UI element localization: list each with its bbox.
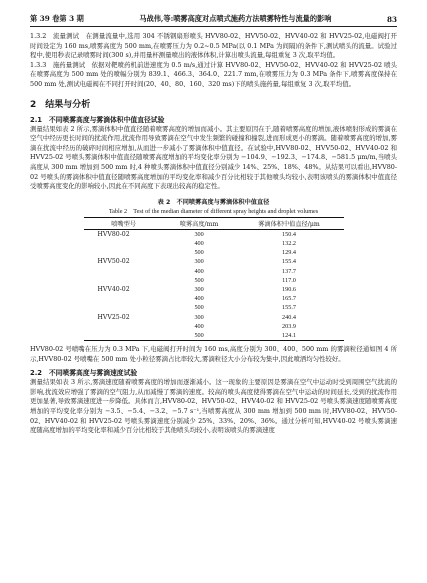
nozzle-model-cell: HVV80-02 <box>97 230 130 238</box>
droplet-diameter-cell: 124.1 <box>235 331 344 341</box>
droplet-diameter-cell: 129.4 <box>282 249 296 257</box>
column-header: 雾滴体积中值直径/μm <box>235 217 344 229</box>
spray-height-cell: 300 <box>194 258 204 266</box>
paragraph-droplet-velocity: 测量结果如表 3 所示,雾滴速度随着喷雾高度的增加而逐渐减小。这一现象的主要原因是雾滴在空气中运动时受到周围空气扰流的影响,扰流效应增强了雾滴的空气阻力,从而减慢了雾滴的速度。较高的喷头高度使得雾滴在空气中运动的时间延长,受到的扰流作用更加显著,导致雾滴速度进一步降低。具体而言,HVV80-02、HVV50-02、HVV40-02 和 HVV25-02 号喷头雾滴速度随喷雾高度增加的平均变化率分别为 −3.5、−5.4、−3.2、−5.7 s⁻¹,当喷雾高度从 300 mm 增加到 500 mm 时,HVV80-02、HVV50-02、HVV40-02 和 HVV25-02 号喷头雾滴速度分别减少 25%、33%、20%、36%。通过分析可知,HVV40-02 号喷头雾滴速度随高度增加的平均变化率和减少百分比相较于其他喷头均较小,表明该喷头的雾滴速度 <box>30 378 397 435</box>
nozzle-model-cell <box>84 331 164 341</box>
droplet-diameter-cell: 150.4 <box>282 230 296 238</box>
spray-height-cell: 300 <box>194 313 204 321</box>
spray-height-cell: 500 <box>164 331 235 341</box>
running-header <box>30 8 397 27</box>
spray-height-cell: 400 <box>194 240 204 247</box>
droplet-diameter-cell: 132.2 <box>282 240 296 247</box>
column-header: 喷雾高度/mm <box>164 217 235 229</box>
nozzle-model-cell <box>84 239 164 248</box>
column-header: 喷嘴型号 <box>84 217 164 229</box>
nozzle-model-cell <box>84 276 164 285</box>
nozzle-model-cell <box>84 266 164 275</box>
table-row <box>84 322 344 331</box>
spray-height-cell: 400 <box>194 267 204 275</box>
paragraph-dose-test: 1.3.3 施药量测试 依据对靶喷药机前进速度为 0.5 m/s,通过计算 HVV80-02、HVV50-02、HVV40-02 和 HVV25-02 喷头在喷雾高度为 500 mm 处的喷幅分别为 839.1、466.3、364.0、221.7 mm,在喷雾压力为 0.3 MPa 条件下,喷雾高度保持在 500 mm 处,测试电磁阀在不同打开时间(20、40、80、160、320 ms)下的喷头施药量,每组重复 3 次,取平均值。 <box>30 60 397 88</box>
table-row <box>84 312 344 321</box>
journal-issue: 第 39 卷第 3 期 <box>30 14 84 23</box>
droplet-diameter-cell: 240.4 <box>282 313 296 321</box>
droplet-diameter-cell: 155.4 <box>282 258 296 266</box>
spray-height-cell: 300 <box>194 230 204 238</box>
droplet-diameter-cell: 137.7 <box>282 267 296 275</box>
nozzle-model-cell: HVV25-02 <box>97 313 130 321</box>
table-row <box>84 294 344 303</box>
spray-height-cell: 300 <box>194 285 204 293</box>
table-caption-en: Table 2 Test of the median diameter of different spray heights and droplet volumes <box>108 207 319 215</box>
table-row <box>84 266 344 275</box>
droplet-diameter-cell: 155.7 <box>282 304 296 312</box>
table-caption-cn: 表 2 不同喷雾高度与雾滴体积中值直径 <box>157 198 270 206</box>
droplet-diameter-cell: 203.9 <box>282 322 296 330</box>
data-table <box>84 217 344 341</box>
paragraph-figure-ref: HVV80-02 号喷嘴在压力为 0.3 MPa 下,电磁阀打开时间为 160 ms,高度分别为 300、400、500 mm 的雾滴粒径通如图 4 所示,HVV80-02 号喷嘴在 500 mm 处小粒径雾滴占比率较大,雾滴粒径大小分布较为集中,因此喷洒均匀性较好。 <box>30 344 397 363</box>
table-row <box>84 285 344 294</box>
spray-height-cell: 400 <box>194 322 204 330</box>
spray-height-cell: 400 <box>194 295 204 303</box>
nozzle-model-cell <box>84 294 164 303</box>
nozzle-model-cell <box>84 322 164 331</box>
table-row <box>84 303 344 312</box>
table-row <box>84 239 344 248</box>
nozzle-model-cell <box>84 248 164 257</box>
nozzle-model-cell: HVV50-02 <box>97 258 130 266</box>
table-header-row <box>84 217 344 229</box>
droplet-diameter-cell: 117.0 <box>282 276 296 284</box>
running-title: 马战伟,等:喷雾高度对点喷式施药方法喷雾特性与流量的影响 <box>139 14 332 23</box>
table-row <box>84 331 344 341</box>
paragraph-flow-test: 1.3.2 流量测试 在测量流量中,选用 304 不锈钢扇形喷头 HVV80-02、HVV50-02、HVV40-02 和 HVV25-02,电磁阀打开时间设定为 160 ms,喷雾高度为 500 mm,在喷雾压力为 0.2~0.5 MPa(以 0.1 MPa 为间隔)的条件下,测试喷头的流量。试验过程中,使用秒表记录喷雾时间(300 s),并用量杯测量喷出的液体体积,计算出喷头流量,每组重复 3 次,取平均值。 <box>30 32 397 60</box>
page-number: 83 <box>386 15 397 24</box>
paragraph-droplet-diameter: 测量结果如表 2 所示,雾滴体积中值直径随着喷雾高度的增加而减小。其主要原因在于,随着喷雾高度的增加,液体喷射形成的雾滴在空气中经历更长时间的扰流作用,扰流作用导致雾滴在空气中发生频繁的碰撞和撞裂,进而形成更小的雾滴。随着喷雾高度的增加,雾滴在扰流中经历的破碎时间相应增加,从而进一步减小了雾滴体积中值直径。在试验中,HVV80-02、HVV50-02、HVV40-02 和 HVV25-02 号喷头雾滴体积中值直径随喷雾高度增加的平均变化率分别为 −104.9、−192.3、−174.8、−581.5 μm/m,当喷头高度从 300 mm 增加到 500 mm 时,4 种喷头雾滴体积中值直径分别减少 14%、25%、18%、48%。从结果可以看出,HVV80-02 号喷头的雾滴体积中值直径随喷雾高度增加的平均变化率和减少百分比相较于其他喷头均较小,表明该喷头的雾滴体积中值直径受喷雾高度变化的影响较小,因此在不同高度下表现出较高的稳定性。 <box>30 124 397 191</box>
table-body <box>84 229 344 340</box>
table-row <box>84 276 344 285</box>
subsection-heading-droplet-velocity: 2.2 不同喷雾高度与雾滴速度试验 <box>30 369 138 378</box>
nozzle-model-cell: HVV40-02 <box>97 285 130 293</box>
droplet-diameter-cell: 190.6 <box>282 285 296 293</box>
spray-height-cell: 500 <box>194 249 204 257</box>
section-heading-results: 2 结果与分析 <box>30 99 91 110</box>
table-row <box>84 229 344 239</box>
nozzle-model-cell <box>84 303 164 312</box>
spray-height-cell: 500 <box>194 276 204 284</box>
article-body <box>30 32 397 436</box>
subsection-heading-droplet-diameter: 2.1 不同喷雾高度与雾滴体积中值直径试验 <box>30 115 165 124</box>
table-row <box>84 257 344 266</box>
table-row <box>84 248 344 257</box>
droplet-diameter-cell: 165.7 <box>282 295 296 303</box>
spray-height-cell: 500 <box>194 304 204 312</box>
